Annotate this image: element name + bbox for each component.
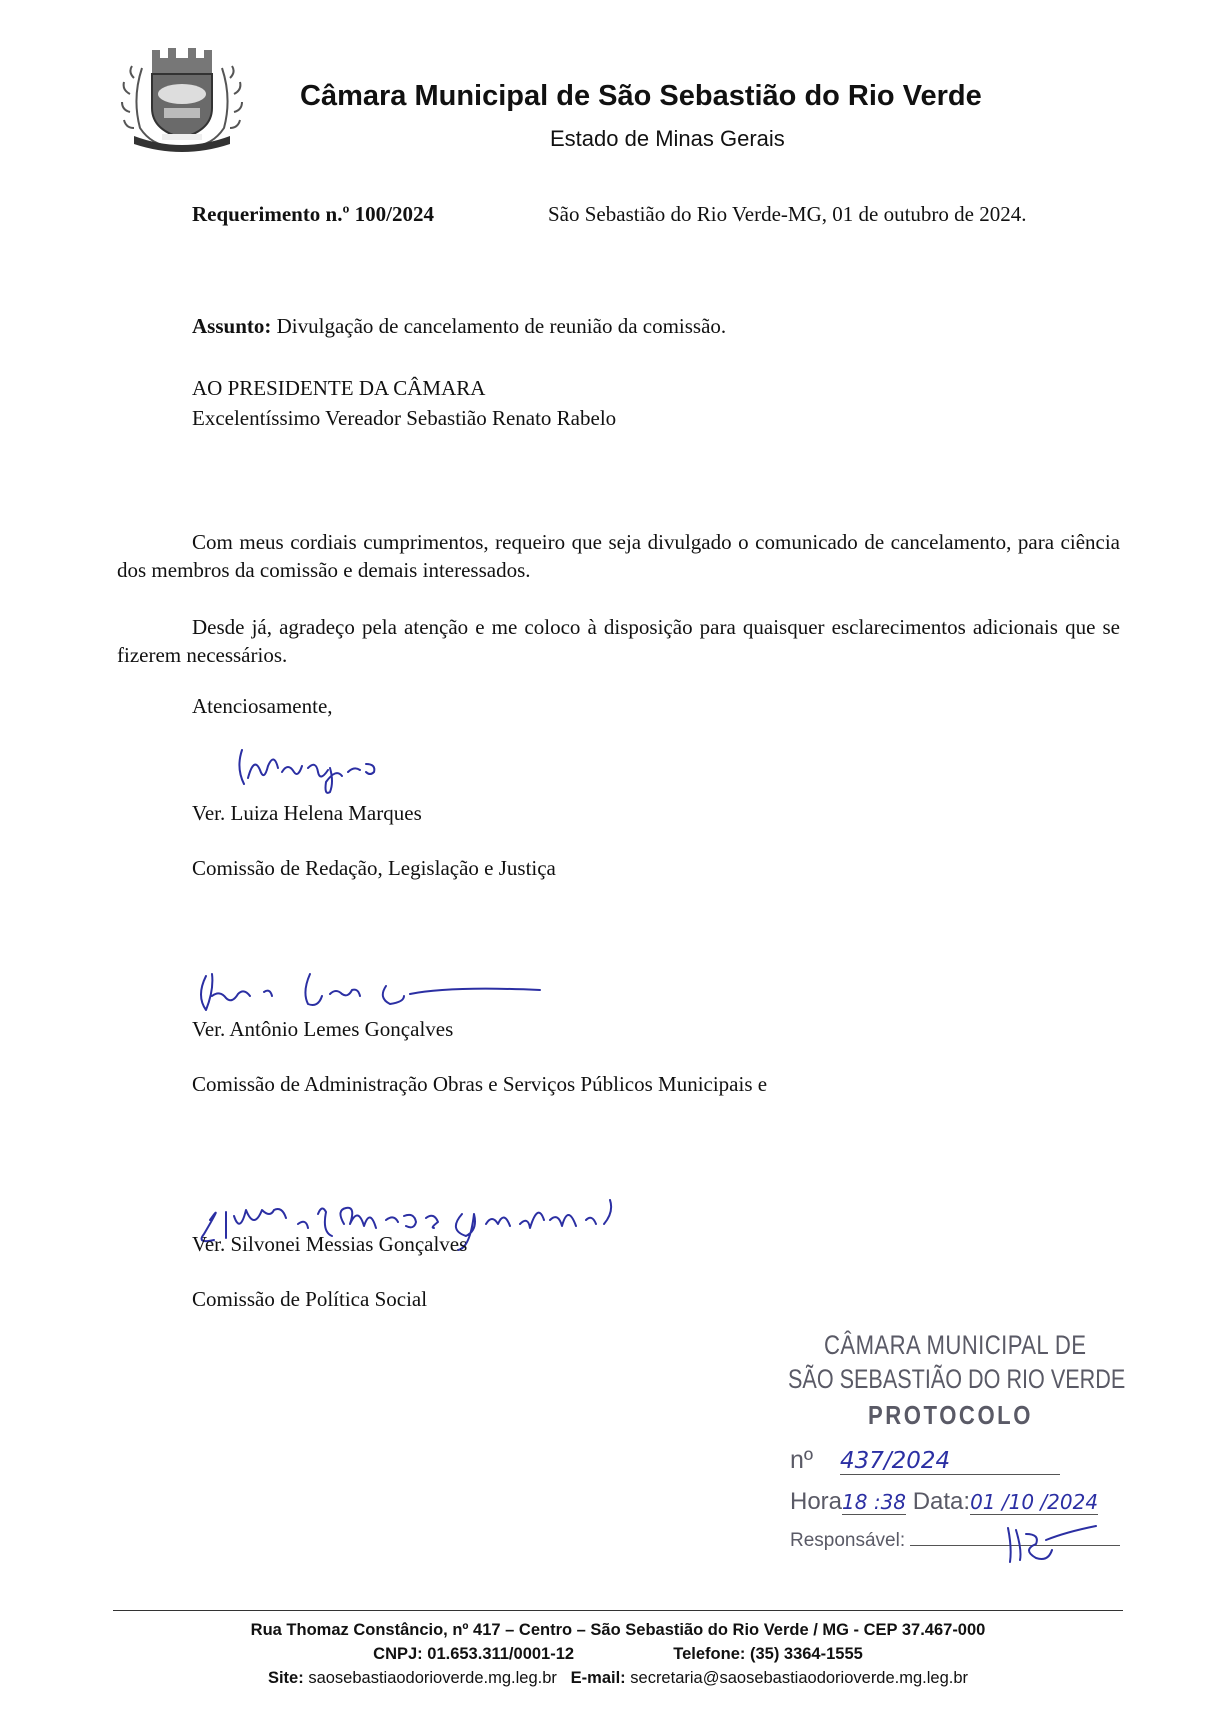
footer-phone: Telefone: (35) 3364-1555 [673,1645,863,1663]
stamp-initials [998,1518,1108,1568]
subject-line [192,314,726,339]
stamp-hora-label: Hora [790,1488,843,1515]
signatory-3-commission: Comissão de Política Social [192,1287,428,1311]
stamp-number-label: nº [790,1446,814,1474]
stamp-protocol-label: PROTOCOLO [868,1400,1033,1430]
signatory-1-commission: Comissão de Redação, Legislação e Justiça [192,856,556,880]
request-number: Requerimento n.º 100/2024 [192,202,435,226]
stamp-line-1: CÂMARA MUNICIPAL DE [824,1330,1087,1360]
subject-text: Divulgação de cancelamento de reunião da comissão. [276,314,727,338]
stamp-hora-value: 18 :38 [842,1490,907,1514]
municipal-crest-icon [112,28,252,160]
signature-lemes [190,960,550,1020]
place-date: São Sebastião do Rio Verde-MG, 01 de outubro de 2024. [548,202,1027,226]
signatory-1-name: Ver. Luiza Helena Marques [192,801,422,825]
signatory-3-name: Ver. Silvonei Messias Gonçalves [192,1232,468,1256]
footer-cnpj: CNPJ: 01.653.311/0001-12 [373,1645,575,1663]
footer-web: Site: saosebastiaodorioverde.mg.leg.br E-mail: secretaria@saosebastiaodorioverde.mg.leg.br [267,1669,969,1687]
subject-label: Assunto: [192,314,272,338]
stamp-line-2: SÃO SEBASTIÃO DO RIO VERDE [788,1364,1126,1394]
footer-email[interactable]: secretaria@saosebastiaodorioverde.mg.leg.br [630,1669,969,1687]
body-paragraph-2: Desde já, agradeço pela atenção e me coloco à disposição para quaisquer esclarecimentos adicionais que se fizerem necessários. [117,615,1120,667]
stamp-responsible-label: Responsável: [790,1530,906,1551]
signatory-2-name: Ver. Antônio Lemes Gonçalves [192,1017,454,1041]
stamp-data-value: 01 /10 /2024 [970,1490,1099,1514]
addressee-name: Excelentíssimo Vereador Sebastião Renato Rabelo [192,406,617,430]
stamp-number-row [790,1446,1060,1475]
footer-site[interactable]: saosebastiaodorioverde.mg.leg.br [308,1669,557,1687]
stamp-number-value: 437/2024 [840,1448,1060,1475]
footer-divider [113,1610,1123,1611]
signature-marques [232,738,412,796]
closing: Atenciosamente, [192,694,333,718]
footer-address: Rua Thomaz Constâncio, nº 417 – Centro – São Sebastião do Rio Verde / MG - CEP 37.467-000 [250,1621,986,1639]
state-subtitle: Estado de Minas Gerais [550,126,785,151]
stamp-data-label: Data: [912,1488,971,1515]
body-paragraph-1: Com meus cordiais cumprimentos, requeiro que seja divulgado o comunicado de cancelamento, para ciência dos membros da comissão e demais interessados. [117,530,1120,582]
signatory-2-commission: Comissão de Administração Obras e Serviços Públicos Municipais e [192,1072,768,1096]
footer-contact [113,1645,1123,1664]
stamp-time-date-row [790,1488,1098,1516]
chamber-title: Câmara Municipal de São Sebastião do Rio Verde [300,80,982,112]
addressee-title: AO PRESIDENTE DA CÂMARA [192,376,486,400]
